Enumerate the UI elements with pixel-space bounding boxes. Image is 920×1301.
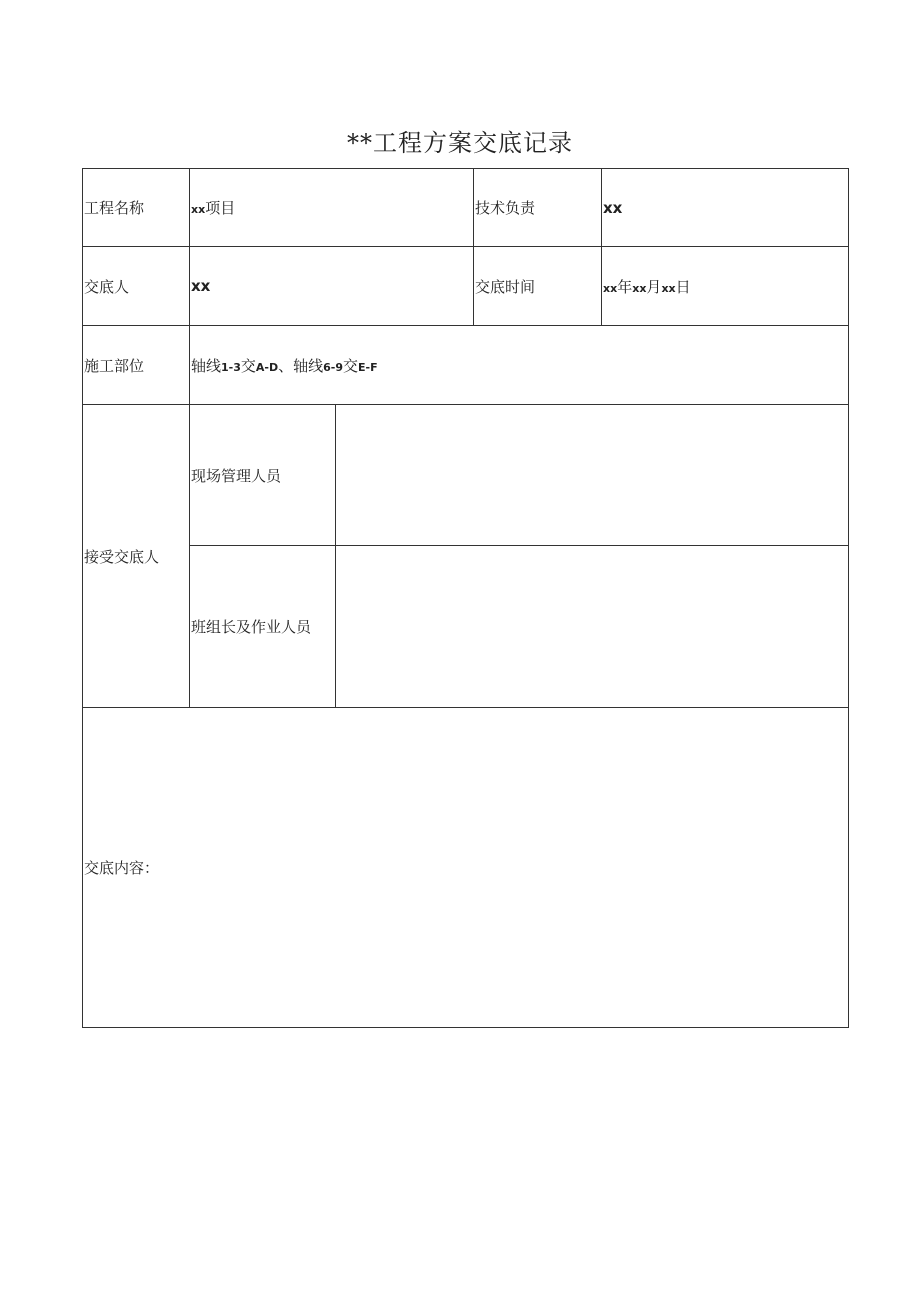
crew-value (336, 546, 849, 708)
table-row (83, 708, 849, 1028)
table-row (83, 405, 849, 546)
date-label: 交底时间 (474, 247, 602, 326)
recipients-label: 接受交底人 (83, 405, 190, 708)
date-value: xx年xx月xx日 (602, 247, 849, 326)
project-name-value: xx项目 (190, 169, 474, 247)
presenter-label: 交底人 (83, 247, 190, 326)
table-row (83, 546, 849, 708)
tech-lead-value: xx (602, 169, 849, 247)
presenter-value: xx (190, 247, 474, 326)
disclosure-record-table (82, 168, 849, 1028)
table-row (83, 247, 849, 326)
content-cell (83, 708, 849, 1028)
page-title: **工程方案交底记录 (347, 129, 573, 157)
site-staff-label: 现场管理人员 (190, 405, 336, 546)
site-staff-value (336, 405, 849, 546)
location-value: 轴线1-3交A-D、轴线6-9交E-F (190, 326, 849, 405)
table-row (83, 326, 849, 405)
table-row (83, 169, 849, 247)
project-name-label: 工程名称 (83, 169, 190, 247)
content-label: 交底内容： (84, 859, 160, 877)
crew-label: 班组长及作业人员 (190, 546, 336, 708)
tech-lead-label: 技术负责 (474, 169, 602, 247)
location-label: 施工部位 (83, 326, 190, 405)
